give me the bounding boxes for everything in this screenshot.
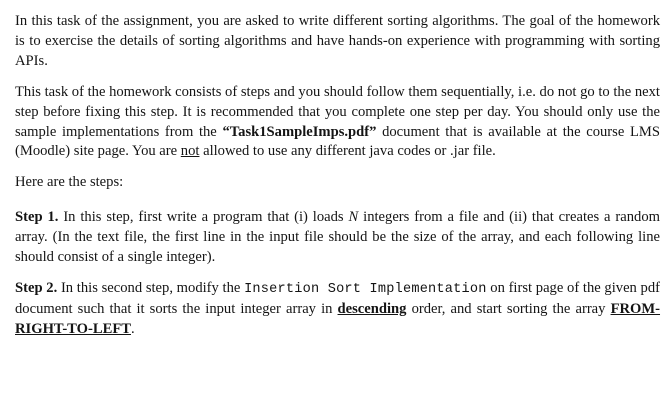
step-2-text-1: In this second step, modify the bbox=[57, 279, 245, 296]
step-1-paragraph bbox=[15, 208, 660, 268]
rules-text-2: document that is available at the course LMS (Moodle) site page. You are bbox=[15, 123, 660, 160]
rules-paragraph bbox=[15, 83, 660, 163]
steps-intro-text: Here are the steps: bbox=[15, 174, 124, 191]
step-2-text-3: order, and start sorting the array bbox=[406, 300, 611, 317]
step-2-paragraph bbox=[15, 279, 660, 340]
n-variable: N bbox=[348, 209, 359, 226]
rules-text-1: This task of the homework consists of steps and you should follow them sequentially, i.e. do not go to the next step before fixing this step. It is recommended that you complete one step per day. You should only use the sample implementations from the bbox=[15, 83, 660, 140]
step-2-text-2: on first page of the given pdf document such that it sorts the input integer array in bbox=[15, 279, 660, 317]
direction-emphasis: FROM-RIGHT-TO-LEFT bbox=[15, 300, 661, 337]
not-emphasis: not bbox=[180, 143, 200, 160]
step-2-text-4: . bbox=[130, 320, 135, 337]
step-2-label: Step 2. bbox=[15, 279, 58, 296]
intro-paragraph bbox=[15, 12, 660, 72]
step-1-text-1: In this step, first write a program that (i) loads bbox=[58, 209, 349, 226]
step-1-text-2: integers from a file and (ii) that creates a random array. (In the text file, the first line in the input file should be the size of the array, and each following line should consist of a single integer). bbox=[15, 209, 661, 266]
document-body bbox=[15, 12, 660, 351]
rules-text-3: allowed to use any different java codes or .jar file. bbox=[199, 143, 496, 160]
sample-filename: “Task1SampleImps.pdf” bbox=[222, 123, 377, 140]
step-1-label: Step 1. bbox=[15, 209, 59, 226]
steps-intro bbox=[15, 173, 660, 193]
intro-text: In this task of the assignment, you are asked to write different sorting algorithms. The goal of the homework is to exercise the details of sorting algorithms and have hands-on experience with programming with sorting APIs. bbox=[15, 13, 660, 69]
insertion-sort-code: Insertion Sort Implementation bbox=[244, 281, 487, 297]
descending-emphasis: descending bbox=[337, 300, 407, 317]
